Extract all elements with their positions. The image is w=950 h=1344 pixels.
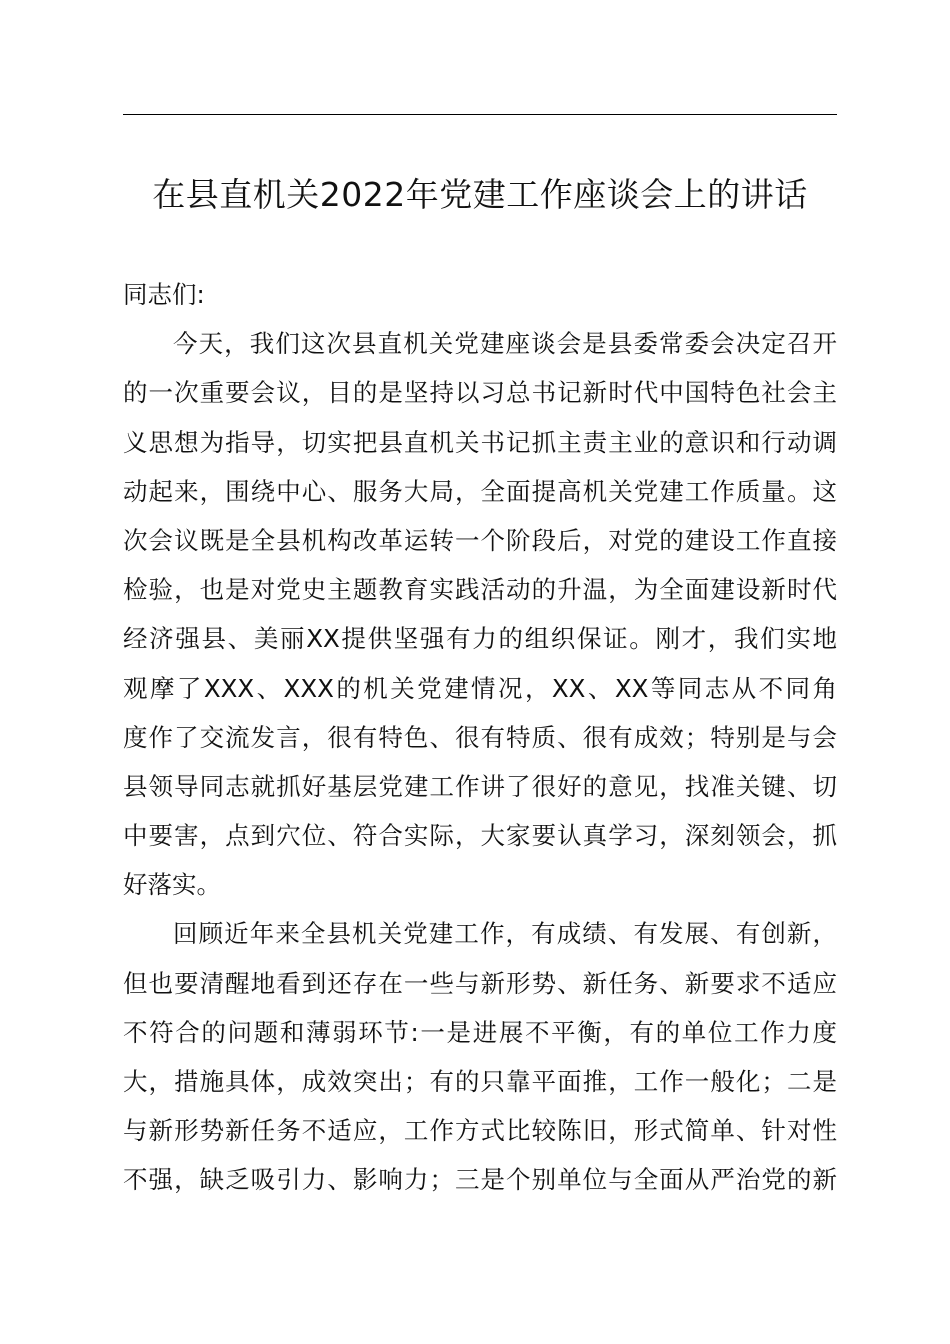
document-body xyxy=(123,270,837,1205)
text-line: 好落实。 xyxy=(123,870,221,900)
paragraph-2 xyxy=(123,909,837,1204)
salutation: 同志们: xyxy=(123,280,205,309)
text-line: 回顾近年来全县机关党建工作，有成绩、有发展、有创新， xyxy=(173,919,837,949)
text-line: 观摩了XXX、XXX的机关党建情况，XX、XX等同志从不同角 xyxy=(123,673,837,703)
text-line: 次会议既是全县机构改革运转一个阶段后，对党的建设工作直接 xyxy=(123,525,837,555)
document-title: 在县直机关2022年党建工作座谈会上的讲话 xyxy=(152,175,808,214)
text-line: 义思想为指导，切实把县直机关书记抓主责主业的意识和行动调 xyxy=(123,427,837,457)
text-line: 不符合的问题和薄弱环节:一是进展不平衡，有的单位工作力度 xyxy=(123,1017,837,1047)
text-line: 检验，也是对党史主题教育实践活动的升温，为全面建设新时代 xyxy=(123,575,837,605)
text-line: 中要害，点到穴位、符合实际，大家要认真学习，深刻领会，抓 xyxy=(123,821,837,851)
text-line: 经济强县、美丽XX提供坚强有力的组织保证。刚才，我们实地 xyxy=(123,624,837,654)
text-line: 的一次重要会议，目的是坚持以习总书记新时代中国特色社会主 xyxy=(123,378,837,408)
text-line: 今天，我们这次县直机关党建座谈会是县委常委会决定召开 xyxy=(173,329,837,359)
header-rule xyxy=(123,114,837,115)
text-line: 与新形势新任务不适应，工作方式比较陈旧，形式简单、针对性 xyxy=(123,1116,837,1146)
text-line: 度作了交流发言，很有特色、很有特质、很有成效；特别是与会 xyxy=(123,722,837,752)
text-line: 不强，缺乏吸引力、影响力；三是个别单位与全面从严治党的新 xyxy=(123,1165,837,1195)
text-line: 但也要清醒地看到还存在一些与新形势、新任务、新要求不适应 xyxy=(123,968,837,998)
paragraph-1 xyxy=(123,319,837,909)
text-line: 动起来，围绕中心、服务大局，全面提高机关党建工作质量。这 xyxy=(123,476,837,506)
text-line: 县领导同志就抓好基层党建工作讲了很好的意见，找准关键、切 xyxy=(123,771,837,801)
text-line: 大，措施具体，成效突出；有的只靠平面推，工作一般化；二是 xyxy=(123,1067,837,1096)
